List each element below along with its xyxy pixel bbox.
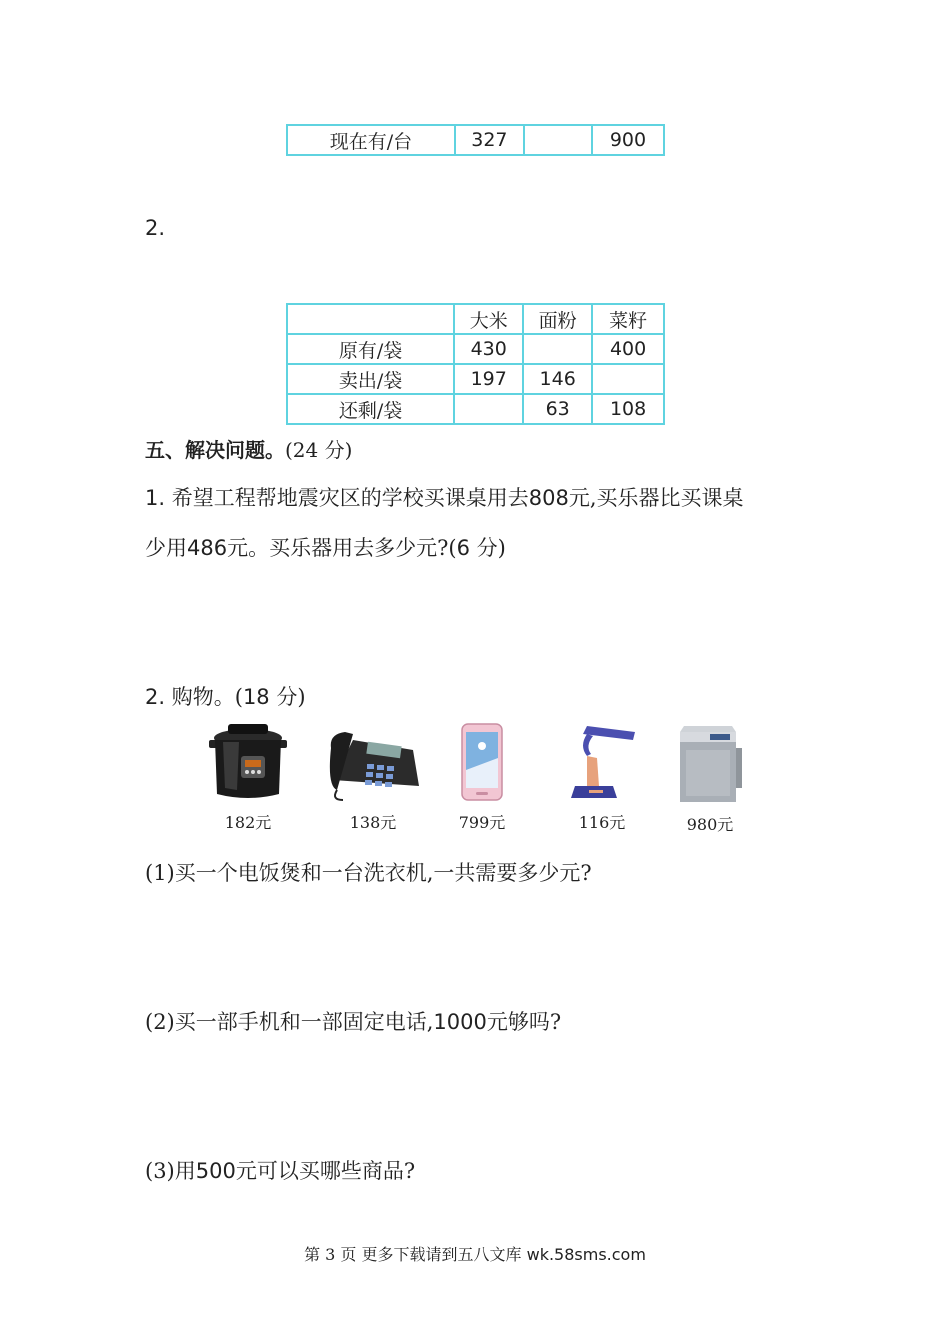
product-desk-phone: [318, 720, 428, 833]
desk-phone-icon: [323, 720, 423, 804]
grain-table: [286, 303, 665, 425]
product-rice-cooker: [193, 720, 303, 833]
product-washing-machine: [655, 720, 765, 835]
product-mobile-phone: [427, 720, 537, 833]
table-cell: [523, 334, 592, 364]
section-points: (24 分): [285, 438, 353, 462]
header-cell: 面粉: [523, 304, 592, 334]
problem-text: 元,买乐器比买课桌: [568, 486, 744, 510]
table-row: [287, 394, 664, 424]
problem-points: (: [448, 536, 457, 560]
header-cell: 大米: [454, 304, 523, 334]
sub-question-2: [145, 1006, 561, 1036]
problem-2-title: [145, 681, 306, 711]
table-cell: 63: [523, 394, 592, 424]
footer-text: 第 3 页 更多下载请到五八文库: [304, 1245, 527, 1264]
problem-text: 元可以买哪些商品?: [235, 1159, 416, 1183]
problem-number: 1.: [145, 486, 166, 510]
problem-number-value: 486: [187, 536, 228, 560]
table-cell: 146: [523, 364, 592, 394]
stock-table-continued: [286, 124, 665, 156]
table-header-row: [287, 304, 664, 334]
desk-lamp-icon: [557, 720, 647, 804]
problem-number: 2.: [145, 685, 166, 709]
table-cell: [454, 394, 523, 424]
table-cell: [524, 125, 592, 155]
table-cell: 108: [592, 394, 664, 424]
problem-points: 分): [269, 685, 306, 709]
row-label: 还剩/袋: [287, 394, 454, 424]
page-footer: [0, 1242, 950, 1265]
problem-text: (2)买一部手机和一部固定电话,: [145, 1010, 434, 1034]
problem-text: 元。买乐器用去多少元?: [227, 536, 449, 560]
problem-points-value: 18: [242, 685, 270, 709]
row-label: 现在有/台: [287, 125, 455, 155]
product-price: 799元: [458, 813, 506, 832]
problem-points: 分): [469, 536, 506, 560]
table-cell: [592, 364, 664, 394]
section-title: 五、解决问题。: [145, 438, 285, 462]
product-price: 182元: [224, 813, 272, 832]
row-label: 卖出/袋: [287, 364, 454, 394]
table-cell: 900: [592, 125, 664, 155]
problem-1-line-2: [145, 532, 506, 562]
row-label: 原有/袋: [287, 334, 454, 364]
table-row: [287, 364, 664, 394]
table-cell: 400: [592, 334, 664, 364]
rice-cooker-icon: [203, 720, 293, 804]
mobile-phone-icon: [452, 720, 512, 804]
product-price: 138元: [349, 813, 397, 832]
washing-machine-icon: [670, 720, 750, 806]
problem-points-value: 6: [456, 536, 470, 560]
sub-question-1: (1)买一个电饭煲和一台洗衣机,一共需要多少元?: [145, 861, 592, 885]
table-cell: 430: [454, 334, 523, 364]
problem-points: (: [234, 685, 243, 709]
problem-text: 购物。: [171, 685, 235, 709]
problem-text: (3)用: [145, 1159, 196, 1183]
problem-number-value: 500: [195, 1159, 236, 1183]
header-cell: 菜籽: [592, 304, 664, 334]
problem-text: 少用: [145, 536, 187, 560]
problem-number-value: 808: [528, 486, 569, 510]
header-cell: [287, 304, 454, 334]
table-row: [287, 334, 664, 364]
product-price: 980元: [686, 815, 734, 834]
product-desk-lamp: [547, 720, 657, 833]
product-price: 116元: [578, 813, 626, 832]
table-cell: 327: [455, 125, 524, 155]
footer-site-link[interactable]: wk.58sms.com: [526, 1245, 646, 1264]
section-number: 2.: [145, 216, 166, 240]
section-heading: [145, 434, 352, 463]
problem-number-value: 1000: [433, 1010, 487, 1034]
problem-text: 元够吗?: [486, 1010, 562, 1034]
table-row: [287, 125, 664, 155]
sub-question-3: [145, 1155, 415, 1185]
problem-text: 希望工程帮地震灾区的学校买课桌用去: [171, 486, 529, 510]
table-cell: 197: [454, 364, 523, 394]
problem-1-line-1: [145, 482, 744, 512]
